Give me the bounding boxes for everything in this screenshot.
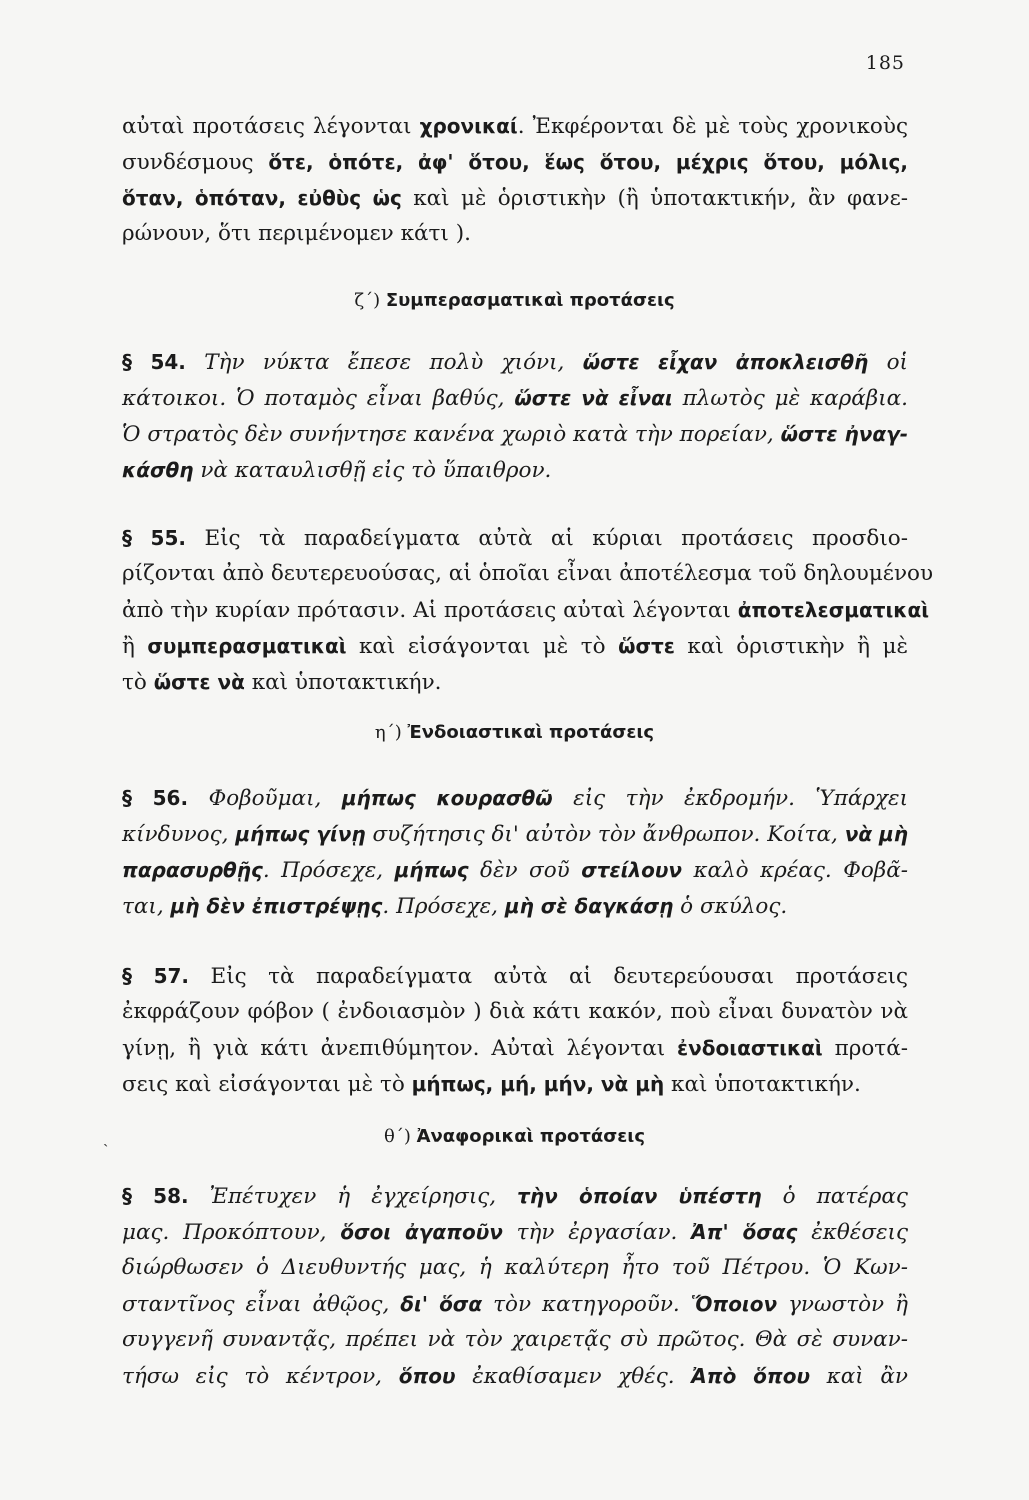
section-number: § 57. <box>122 964 190 988</box>
text-line: § 54. Τὴν νύκτα ἔπεσε πολὺ χιόνι, ὥστε εἶχαν ἀποκλεισθῆ οἱ <box>122 350 908 375</box>
text-line: συνδέσμους ὅτε, ὁπότε, ἀφ' ὅτου, ἕως ὅτου, μέχρις ὅτου, μόλις, <box>122 150 908 175</box>
section-number: § 55. <box>122 526 186 550</box>
text-line: § 55. Εἰς τὰ παραδείγματα αὐτὰ αἱ κύριαι προτάσεις προσδιο- <box>122 526 908 551</box>
text-line: τὸ ὥστε νὰ καὶ ὑποτακτικήν. <box>122 670 442 695</box>
heading-number: ζ΄) <box>354 290 381 311</box>
paragraph-57 <box>122 958 908 1102</box>
text-line: § 57. Εἰς τὰ παραδείγματα αὐτὰ αἱ δευτερεύουσαι προτάσεις <box>122 964 908 989</box>
paragraph-56 <box>122 780 908 924</box>
text-line: ρώνουν, ὅτι περιμένομεν κάτι ). <box>122 221 471 246</box>
text-line: ἢ συμπερασματικαὶ καὶ εἰσάγονται μὲ τὸ ὥστε καὶ ὁριστικὴν ἢ μὲ <box>122 634 908 659</box>
text-line: ρίζονται ἀπὸ δευτερευούσας, αἱ ὁποῖαι εἶναι ἀποτέλεσμα τοῦ δηλουμένου <box>122 561 934 586</box>
margin-mark: ˴ <box>103 1133 109 1152</box>
section-number: § 54. <box>122 350 186 374</box>
paragraph-temporal-clauses <box>122 108 908 252</box>
text-line: παρασυρθῇς. Πρόσεχε, μήπως δὲν σοῦ στείλουν καλὸ κρέας. Φοβᾶ- <box>122 858 908 883</box>
text-line: κίνδυνος, μήπως γίνῃ συζήτησις δι' αὐτὸν τὸν ἄνθρωπον. Κοίτα, νὰ μὴ <box>122 822 908 847</box>
paragraph-58 <box>122 1178 908 1394</box>
text-line: ἐκφράζουν φόβον ( ἐνδοιασμὸν ) διὰ κάτι κακόν, ποὺ εἶναι δυνατὸν νὰ <box>122 999 908 1024</box>
text-line: συγγενῆ συναντᾷς, πρέπει νὰ τὸν χαιρετᾷς σὺ πρῶτος. Θὰ σὲ συναν- <box>122 1327 908 1352</box>
section-heading-eta <box>0 722 1029 743</box>
paragraph-55 <box>122 520 934 700</box>
heading-title: Ἐνδοιαστικαὶ προτάσεις <box>407 722 655 743</box>
text-line: αὐταὶ προτάσεις λέγονται χρονικαί. Ἐκφέρονται δὲ μὲ τοὺς χρονικοὺς <box>122 114 908 139</box>
text-line: § 56. Φοβοῦμαι, μήπως κουρασθῶ εἰς τὴν ἐκδρομήν. Ὑπάρχει <box>122 786 909 811</box>
text-line: τήσω εἰς τὸ κέντρον, ὅπου ἐκαθίσαμεν χθές. Ἀπὸ ὅπου καὶ ἂν <box>122 1364 908 1389</box>
text-line: γίνῃ, ἢ γιὰ κάτι ἀνεπιθύμητον. Αὐταὶ λέγονται ἐνδοιαστικαὶ προτά- <box>122 1036 908 1061</box>
text-line: ται, μὴ δὲν ἐπιστρέψῃς. Πρόσεχε, μὴ σὲ δαγκάσῃ ὁ σκύλος. <box>122 894 788 919</box>
text-line: σταντῖνος εἶναι ἀθῷος, δι' ὅσα τὸν κατηγοροῦν. Ὅποιον γνωστὸν ἢ <box>122 1292 908 1317</box>
heading-number: η΄) <box>374 722 402 743</box>
heading-number: θ΄) <box>384 1126 411 1147</box>
text-line: ὅταν, ὁπόταν, εὐθὺς ὡς καὶ μὲ ὁριστικὴν (ἢ ὑποτακτικήν, ἂν φανε- <box>122 186 908 211</box>
text-line: κάσθη νὰ καταυλισθῇ εἰς τὸ ὕπαιθρον. <box>122 458 552 483</box>
text-line: διώρθωσεν ὁ Διευθυντής μας, ἡ καλύτερη ἦτο τοῦ Πέτρου. Ὁ Κων- <box>122 1255 908 1280</box>
heading-title: Συμπερασματικαὶ προτάσεις <box>385 290 675 311</box>
text-line: μας. Προκόπτουν, ὅσοι ἀγαποῦν τὴν ἐργασίαν. Ἀπ' ὅσας ἐκθέσεις <box>122 1220 908 1245</box>
section-heading-theta <box>0 1126 1029 1147</box>
text-line: κάτοικοι. Ὁ ποταμὸς εἶναι βαθύς, ὥστε νὰ εἶναι πλωτὸς μὲ καράβια. <box>122 386 908 411</box>
page-number: 185 <box>865 52 905 74</box>
text-line: ἀπὸ τὴν κυρίαν πρότασιν. Αἱ προτάσεις αὐταὶ λέγονται ἀποτελεσματικαὶ <box>122 598 930 623</box>
text-line: § 58. Ἐπέτυχεν ἡ ἐγχείρησις, τὴν ὁποίαν ὑπέστη ὁ πατέρας <box>122 1184 908 1209</box>
text-line: σεις καὶ εἰσάγονται μὲ τὸ μήπως, μή, μήν, νὰ μὴ καὶ ὑποτακτικήν. <box>122 1072 861 1097</box>
section-heading-zeta <box>0 290 1029 311</box>
text-line: Ὁ στρατὸς δὲν συνήντησε κανένα χωριὸ κατὰ τὴν πορείαν, ὥστε ἠναγ- <box>122 422 908 447</box>
section-number: § 58. <box>122 1184 189 1208</box>
section-number: § 56. <box>122 786 189 810</box>
paragraph-54 <box>122 344 908 488</box>
heading-title: Ἀναφορικαὶ προτάσεις <box>416 1126 645 1147</box>
